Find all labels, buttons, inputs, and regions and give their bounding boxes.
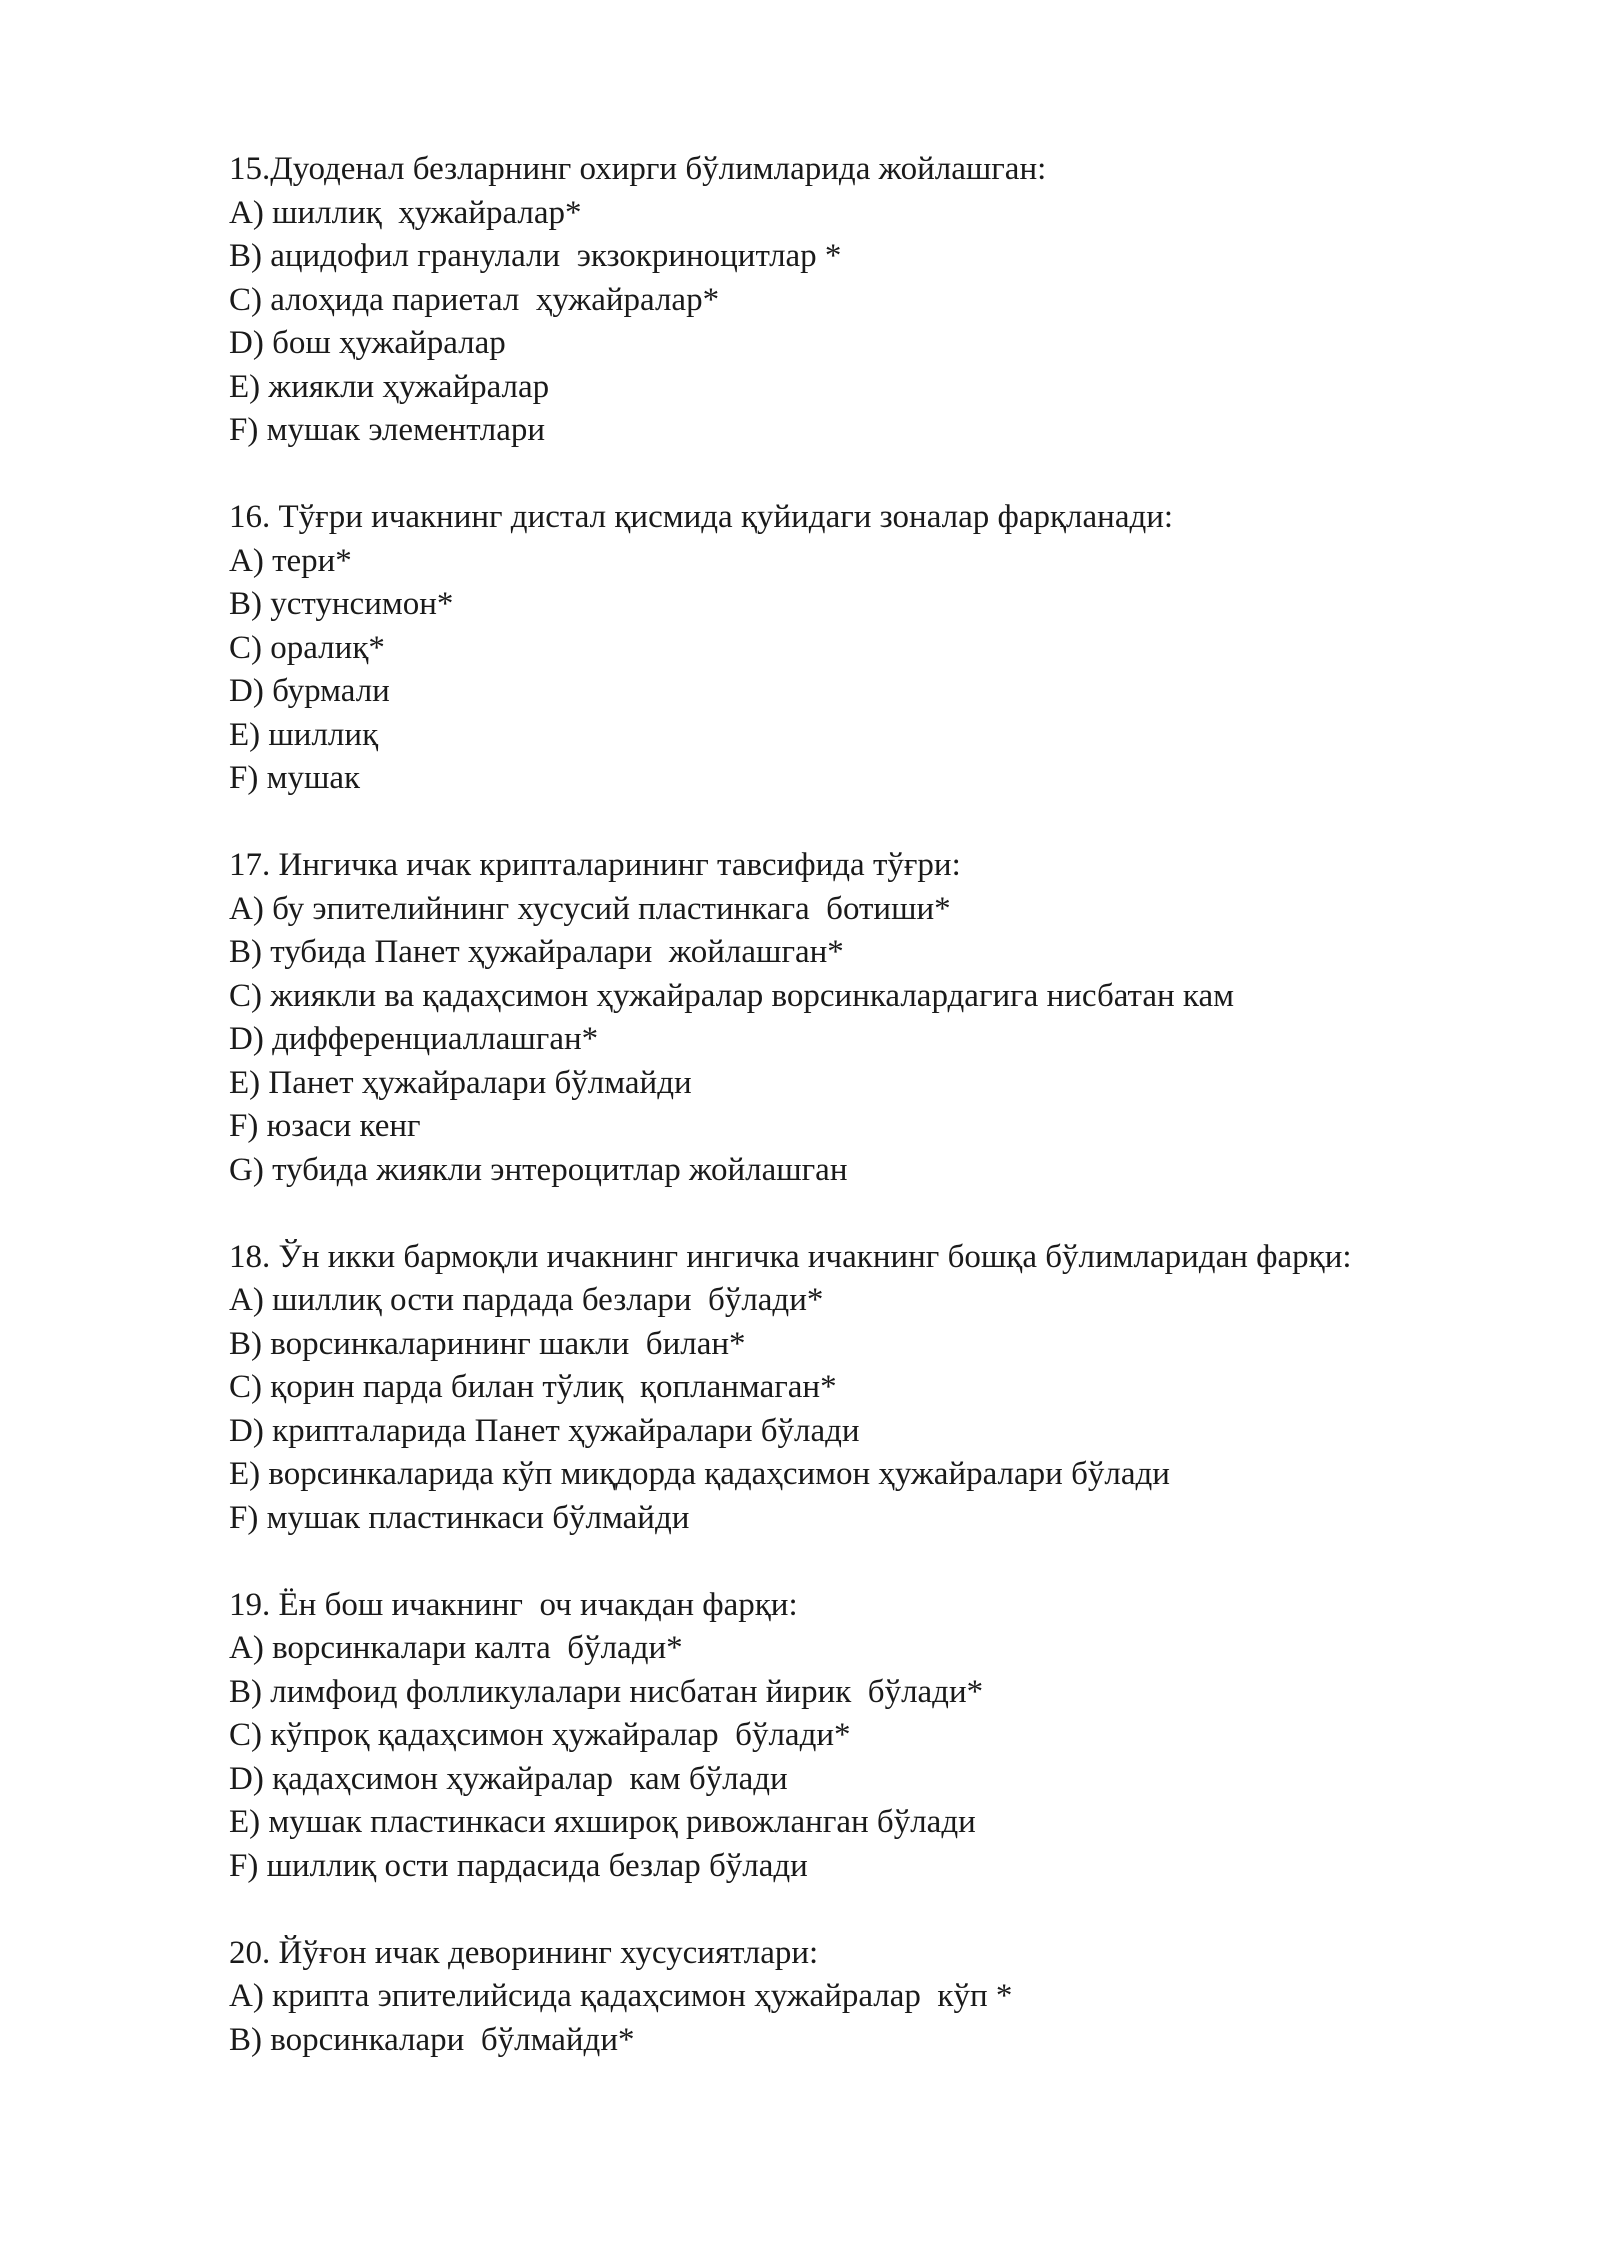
answer-option: C) жиякли ва қадаҳсимон ҳужайралар ворсинкалардагига нисбатан кам [229, 977, 1234, 1014]
answer-option: C) оралиқ* [229, 629, 385, 666]
answer-option: D) бурмали [229, 673, 390, 709]
answer-option: F) мушак пластинкаси бўлмайди [229, 1499, 690, 1536]
question-18 [229, 1236, 1489, 1541]
answer-option: C) кўпроқ қадаҳсимон ҳужайралар бўлади* [229, 1717, 851, 1753]
question-19 [229, 1584, 1489, 1889]
question-16 [229, 496, 1489, 801]
question-stem: 17. Ингичка ичак крипталарининг тавсифида тўғри: [229, 847, 961, 883]
answer-option: F) мушак [229, 760, 361, 796]
answer-option: A) тери* [229, 542, 352, 579]
answer-option: B) тубида Панет ҳужайралари жойлашган* [229, 934, 844, 970]
answer-option: D) дифференциаллашган* [229, 1021, 599, 1057]
answer-option: A) ворсинкалари калта бўлади* [229, 1630, 683, 1666]
answer-option: A) шиллиқ ҳужайралар* [229, 194, 582, 231]
answer-option: B) ацидофил гранулали экзокриноцитлар * [229, 238, 842, 274]
answer-option: B) ворсинкаларининг шакли билан* [229, 1325, 746, 1362]
answer-option: E) мушак пластинкаси яхшироқ ривожланган бўлади [229, 1804, 976, 1840]
answer-option: D) крипталарида Панет ҳужайралари бўлади [229, 1412, 860, 1449]
answer-option: A) шиллиқ ости пардада безлари бўлади* [229, 1282, 824, 1318]
answer-option: A) крипта эпителийсида қадаҳсимон ҳужайралар кўп * [229, 1978, 1013, 2014]
answer-option: G) тубида жиякли энтероцитлар жойлашган [229, 1151, 848, 1188]
question-stem: 18. Ўн икки бармоқли ичакнинг ингичка ичакнинг бошқа бўлимларидан фарқи: [229, 1238, 1352, 1275]
answer-option: E) ворсинкаларида кўп миқдорда қадаҳсимон ҳужайралари бўлади [229, 1456, 1170, 1492]
answer-option: F) мушак элементлари [229, 412, 546, 448]
answer-option: E) шиллиқ [229, 716, 379, 753]
answer-option: D) бош ҳужайралар [229, 325, 506, 361]
answer-option: C) алоҳида париетал ҳужайралар* [229, 281, 720, 318]
answer-option: F) юзаси кенг [229, 1108, 421, 1144]
question-stem: 16. Тўғри ичакнинг дистал қисмида қуйидаги зоналар фарқланади: [229, 499, 1174, 535]
document-page [229, 148, 1489, 2106]
question-stem: 20. Йўғон ичак деворининг хусусиятлари: [229, 1934, 819, 1971]
answer-option: B) ворсинкалари бўлмайди* [229, 2021, 635, 2058]
answer-option: D) қадаҳсимон ҳужайралар кам бўлади [229, 1760, 788, 1797]
answer-option: E) Панет ҳужайралари бўлмайди [229, 1064, 692, 1101]
answer-option: F) шиллиқ ости пардасида безлар бўлади [229, 1847, 808, 1884]
question-20 [229, 1932, 1489, 2063]
answer-option: B) лимфоид фолликулалари нисбатан йирик бўлади* [229, 1673, 984, 1710]
answer-option: C) қорин парда билан тўлиқ қопланмаган* [229, 1369, 837, 1405]
question-stem: 15.Дуоденал безларнинг охирги бўлимларида жойлашган: [229, 151, 1047, 187]
question-stem: 19. Ён бош ичакнинг оч ичакдан фарқи: [229, 1586, 798, 1623]
question-17 [229, 844, 1489, 1192]
answer-option: A) бу эпителийнинг хусусий пластинкага ботиши* [229, 890, 951, 927]
question-15 [229, 148, 1489, 453]
answer-option: B) устунсимон* [229, 586, 454, 622]
answer-option: E) жиякли ҳужайралар [229, 368, 550, 405]
